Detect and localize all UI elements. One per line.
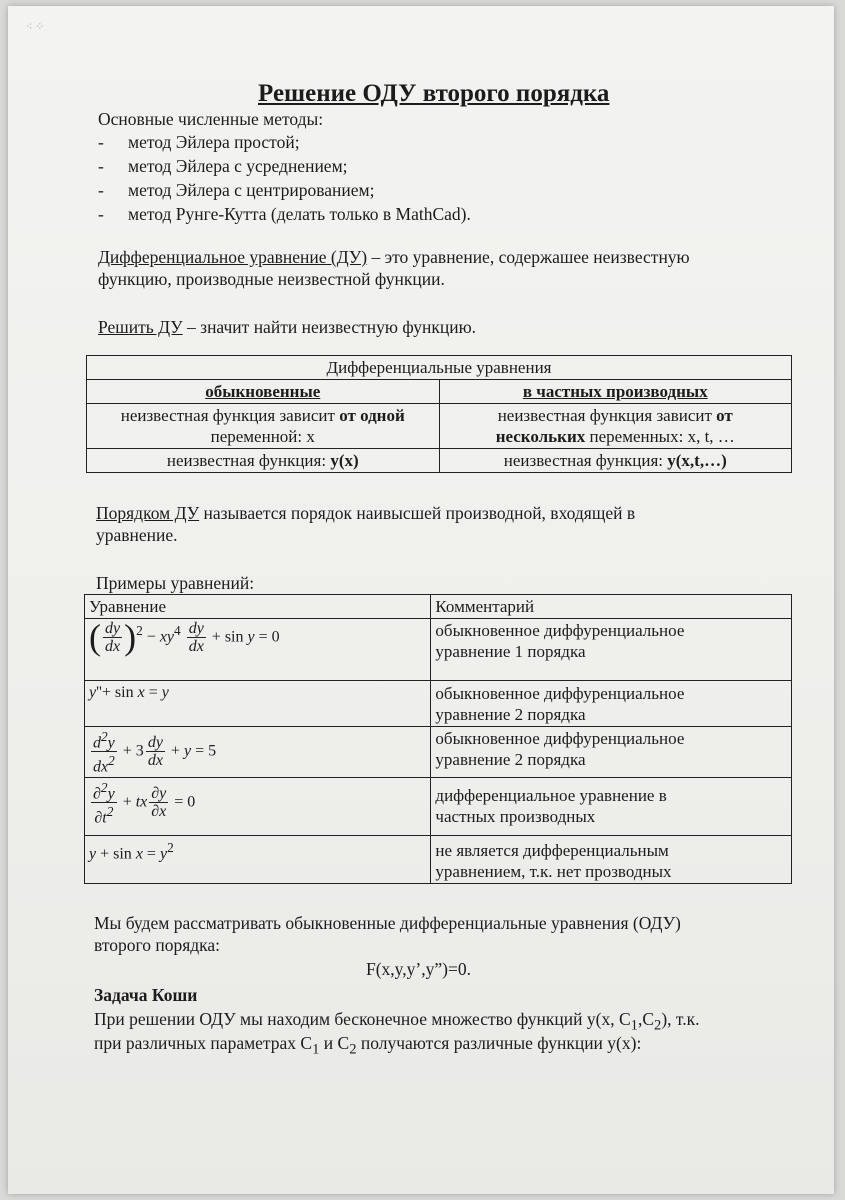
du-definition: Дифференциальное уравнение (ДУ) – это уравнение, содержашее неизвестную — [98, 247, 690, 267]
de-types-table — [86, 355, 792, 473]
cauchy-text-line2: при различных параметрах $C_1$ и $C_2$ получаются различные функции y(x): — [94, 1033, 642, 1058]
comment-cell: обыкновенное диффуренциальное уравнение 1 порядка — [431, 619, 792, 681]
list-item: - метод Эйлера с центрированием; — [98, 180, 375, 200]
equation-cell-2: y''+ sin x = y — [85, 681, 431, 727]
table-cell: неизвестная функция: y(x) — [87, 449, 440, 473]
table-cell: неизвестная функция: y(x,t,…) — [439, 449, 792, 473]
order-definition-line2: уравнение. — [96, 525, 178, 545]
methods-list — [98, 130, 471, 226]
list-item: - метод Эйлера с усреднением; — [98, 156, 348, 176]
ode-text-line2: второго порядка: — [94, 935, 221, 955]
table-header: Дифференциальные уравнения — [87, 356, 792, 380]
examples-table — [84, 594, 792, 884]
ode-formula: F(x,y,y’,y”)=0. — [366, 959, 471, 979]
equation-cell-5: $y + \sin x = y^2$ — [85, 835, 431, 883]
comment-cell: не является дифференциальным уравнением, т.к. нет прозводных — [431, 835, 792, 883]
comment-cell: обыкновенное диффуренциальное уравнение 2 порядка — [431, 727, 792, 778]
column-comment: Комментарий — [431, 595, 792, 619]
column-ordinary: обыкновенные — [87, 380, 440, 404]
equation-cell-1: ( $\frac{dy}{dx}$ )$^2 - xy^4$ $\frac{dy}{dx}$ + sin y = 0 — [85, 619, 431, 681]
document-page — [8, 6, 834, 1194]
cauchy-title: Задача Коши — [94, 985, 198, 1005]
methods-intro: Основные численные методы: — [98, 109, 324, 129]
column-partial: в частных производных — [439, 380, 792, 404]
equation-cell-4: $\frac{\partial^2y}{\partial t^2}$ + tx $\frac{\partial y}{\partial x}$ = 0 — [85, 777, 431, 835]
cauchy-text: При решении ОДУ мы находим бесконечное множество функций y(x, $C_1,C_2$), т.к. — [94, 1009, 700, 1034]
table-cell: неизвестная функция зависит от нескольких переменных: x, t, … — [439, 404, 792, 449]
list-item: - метод Эйлера простой; — [98, 132, 300, 152]
equation-cell-3: $\frac{d^2y}{dx^2}$ + 3 $\frac{dy}{dx}$ + y = 5 — [85, 727, 431, 778]
examples-label: Примеры уравнений: — [96, 573, 255, 593]
corner-mark-icon: ⁖ ⁘ — [26, 21, 45, 33]
ode-text: Мы будем рассматривать обыкновенные дифференциальные уравнения (ОДУ) — [94, 913, 681, 933]
list-item: - метод Рунге-Кутта (делать только в MathCad). — [98, 204, 471, 224]
comment-cell: обыкновенное диффуренциальное уравнение 2 порядка — [431, 681, 792, 727]
page-title: Решение ОДУ второго порядка — [258, 80, 610, 107]
du-definition-line2: функцию, производные неизвестной функции. — [98, 269, 445, 289]
order-definition: Порядком ДУ называется порядок наивысшей производной, входящей в — [96, 503, 636, 523]
solve-du-definition: Решить ДУ – значит найти неизвестную функцию. — [98, 317, 477, 337]
column-equation: Уравнение — [85, 595, 431, 619]
comment-cell: дифференциальное уравнение в частных производных — [431, 777, 792, 835]
table-cell: неизвестная функция зависит от одной переменной: x — [87, 404, 440, 449]
